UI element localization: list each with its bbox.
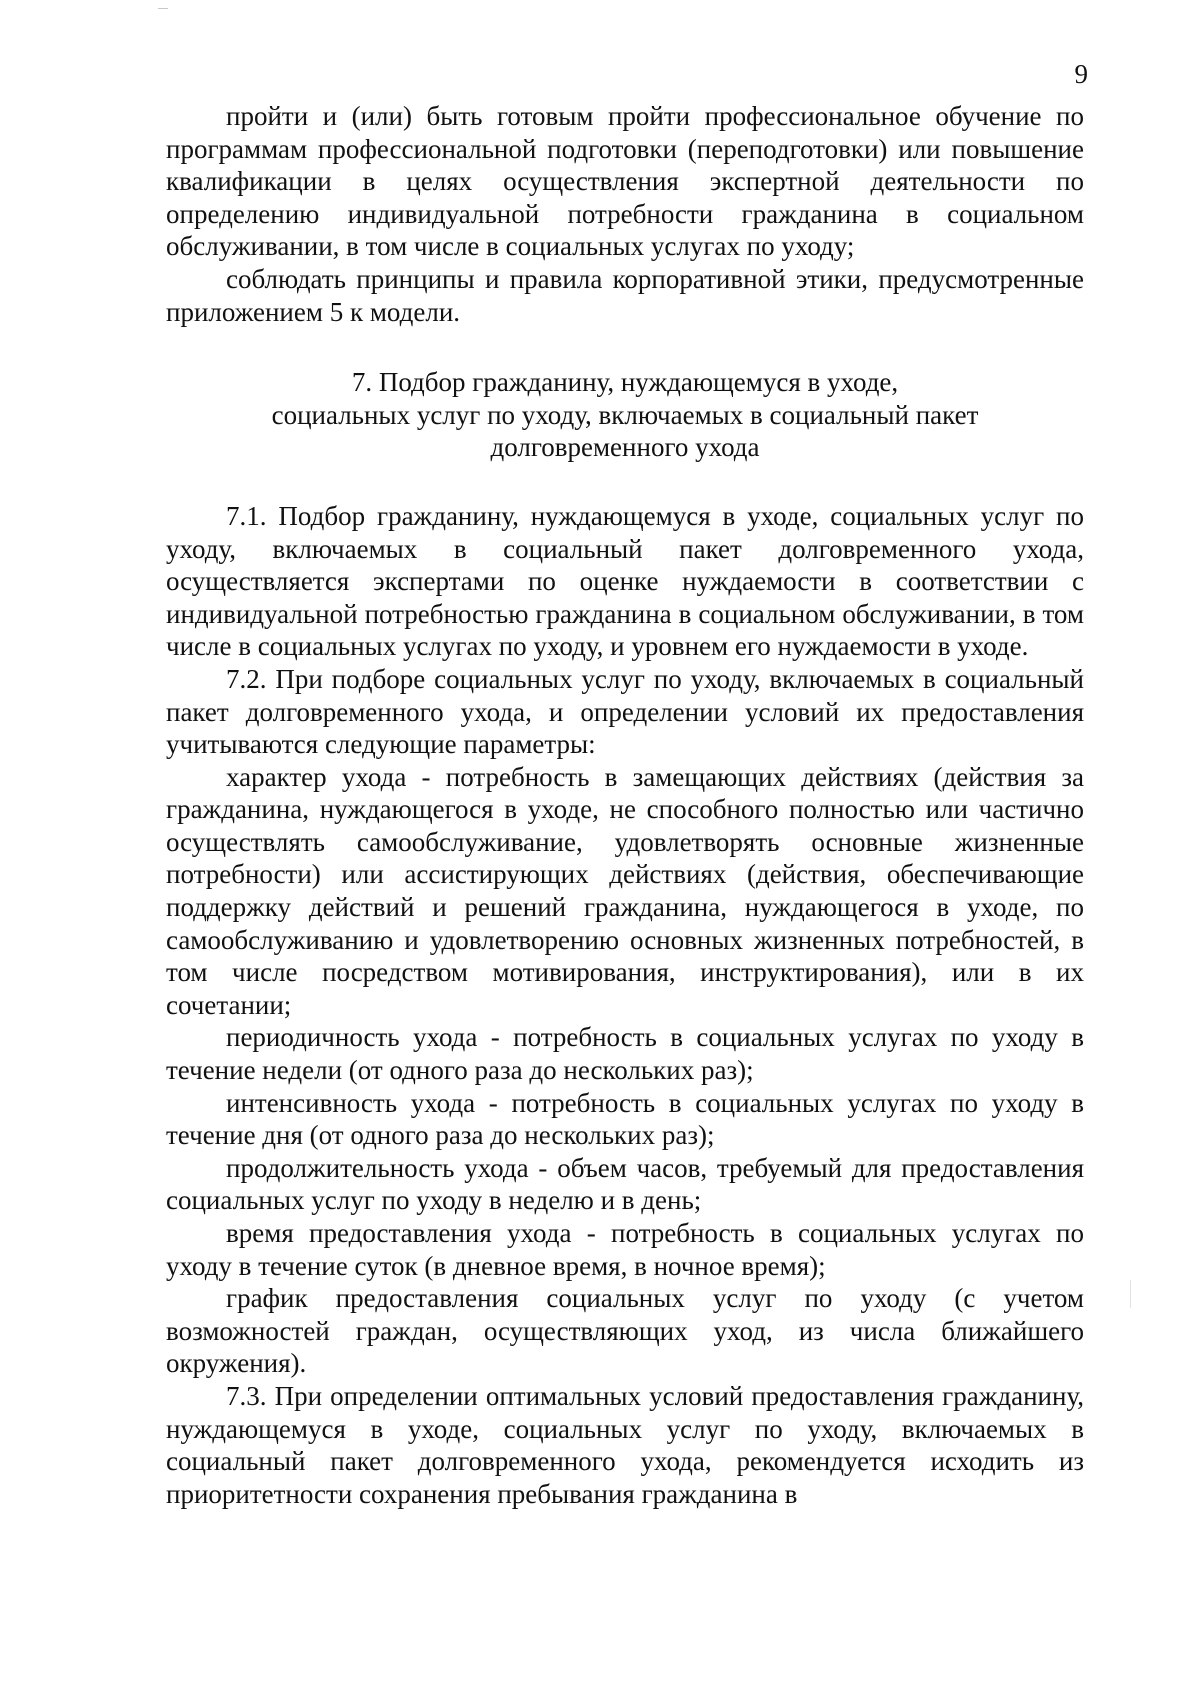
page-number: 9: [1074, 59, 1088, 89]
paragraph-training-requirement: пройти и (или) быть готовым пройти профессиональное обучение по программам профессиональной подготовки (переподготовки) или повышение квалификации в целях осуществления экспертной деятельности по определению индивидуальной потребности гражданина в социальном обслуживании, в том числе в социальных услугах по уходу;: [166, 101, 1084, 262]
section-heading-line-3: долговременного ухода: [490, 432, 760, 463]
section-heading: [166, 366, 1084, 464]
scan-artifact-right: [1130, 1280, 1131, 1308]
parameter-care-character: характер ухода - потребность в замещающих действиях (действия за гражданина, нуждающегося в уходе, не способного полностью или частично осуществлять самообслуживание, удовлетворять основные жизненные потребности) или ассистирующих действиях (действия, обеспечивающие поддержку действий и решений гражданина, нуждающегося в уходе, по самообслуживанию и удовлетворению основных жизненных потребностей, в том числе посредством мотивирования, инструктирования), или в их сочетании;: [166, 761, 1084, 1020]
scan-artifact-top: [158, 8, 168, 9]
paragraph-7-2: 7.2. При подборе социальных услуг по уходу, включаемых в социальный пакет долговременного ухода, и определении условий их предоставления учитываются следующие параметры:: [166, 663, 1084, 760]
parameter-care-intensity: интенсивность ухода - потребность в социальных услугах по уходу в течение дня (от одного раза до нескольких раз);: [166, 1087, 1084, 1151]
document-body: [166, 100, 1084, 1510]
paragraph-ethics-requirement: соблюдать принципы и правила корпоративной этики, предусмотренные приложением 5 к модели.: [166, 263, 1084, 327]
parameter-care-schedule: график предоставления социальных услуг по уходу (с учетом возможностей граждан, осуществляющих уход, из числа ближайшего окружения).: [166, 1283, 1084, 1379]
parameter-care-periodicity: периодичность ухода - потребность в социальных услугах по уходу в течение недели (от одного раза до нескольких раз);: [166, 1022, 1084, 1086]
section-heading-line-2: социальных услуг по уходу, включаемых в социальный пакет: [271, 399, 979, 430]
section-heading-line-1: 7. Подбор гражданину, нуждающемуся в уходе,: [351, 367, 899, 398]
parameter-care-duration: продолжительность ухода - объем часов, требуемый для предоставления социальных услуг по уходу в неделю и в день;: [166, 1152, 1084, 1216]
parameter-care-time: время предоставления ухода - потребность в социальных услугах по уходу в течение суток (в дневное время, в ночное время);: [166, 1218, 1084, 1281]
paragraph-7-3: 7.3. При определении оптимальных условий предоставления гражданину, нуждающемуся в уходе, социальных услуг по уходу, включаемых в социальный пакет долговременного ухода, рекомендуется исходить из приоритетности сохранения пребывания гражданина в: [166, 1380, 1084, 1509]
paragraph-7-1: 7.1. Подбор гражданину, нуждающемуся в уходе, социальных услуг по уходу, включаемых в социальный пакет долговременного ухода, осуществляется экспертами по оценке нуждаемости в соответствии с индивидуальной потребностью гражданина в социальном обслуживании, в том числе в социальных услугах по уходу, и уровнем его нуждаемости в уходе.: [166, 500, 1084, 662]
